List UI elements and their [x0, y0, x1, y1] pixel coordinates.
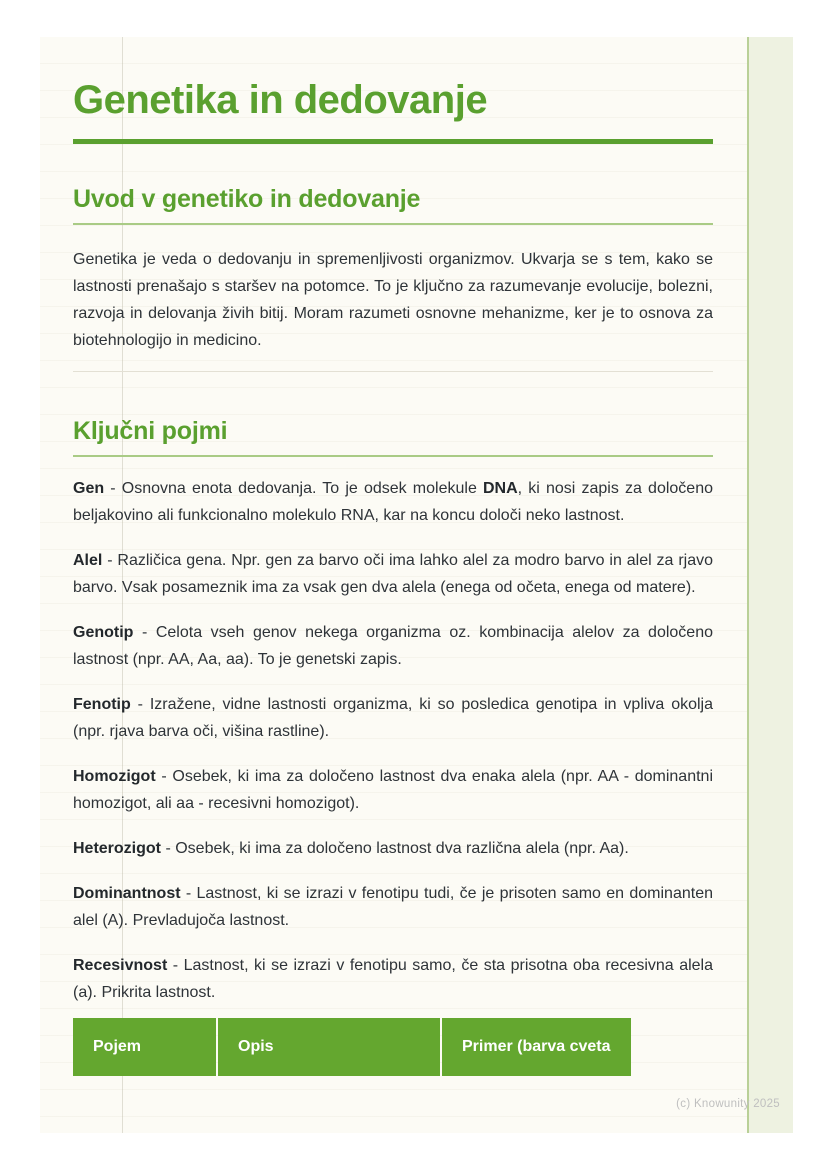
section-heading-underline: [73, 455, 713, 457]
page-content: [73, 37, 713, 1076]
section-heading-underline: [73, 223, 713, 225]
definition-homozigot: Homozigot - Osebek, ki ima za določeno lastnost dva enaka alela (npr. AA - dominantni homozigot, ali aa - recesivni homozigot).: [73, 768, 713, 812]
definition-dominantnost: Dominantnost - Lastnost, ki se izrazi v fenotipu tudi, če je prisoten samo en dominanten alel (A). Prevladujoča lastnost.: [73, 885, 713, 929]
definition-fenotip: Fenotip - Izražene, vidne lastnosti organizma, ki so posledica genotipa in vpliva okolja (npr. rjava barva oči, višina rastline).: [73, 696, 713, 740]
definitions-list: [73, 475, 713, 1006]
section-heading-uvod: Uvod v genetiko in dedovanje: [73, 185, 421, 213]
definition-gen: Gen - Osnovna enota dedovanja. To je odsek molekule DNA, ki nosi zapis za določeno beljakovino ali funkcionalno molekulo RNA, kar na koncu določi neko lastnost.: [73, 480, 713, 524]
table-header-primer: Primer (barva cveta: [442, 1018, 631, 1076]
table-header-pojem: Pojem: [73, 1018, 216, 1076]
title-underline: [73, 139, 713, 144]
page-title: Genetika in dedovanje: [73, 78, 488, 122]
section-divider: [73, 371, 713, 372]
note-page: [40, 37, 793, 1133]
intro-paragraph: Genetika je veda o dedovanju in spremenljivosti organizmov. Ukvarja se s tem, kako se lastnosti prenašajo s staršev na potomce. To je ključno za razumevanje evolucije, bolezni, razvoja in delovanja živih bitij. Moram razumeti osnovne mehanizme, ker je to osnova za biotehnologijo in medicino.: [73, 251, 713, 349]
table-header-opis: Opis: [218, 1018, 440, 1076]
definition-recesivnost: Recesivnost - Lastnost, ki se izrazi v fenotipu samo, če sta prisotna oba recesivna alela (a). Prikrita lastnost.: [73, 957, 713, 1001]
definition-alel: Alel - Različica gena. Npr. gen za barvo oči ima lahko alel za modro barvo in alel za rjavo barvo. Vsak posameznik ima za vsak gen dva alela (enega od očeta, enega od matere).: [73, 552, 713, 596]
key-terms-table: [73, 1018, 631, 1076]
definition-heterozigot: Heterozigot - Osebek, ki ima za določeno lastnost dva različna alela (npr. Aa).: [73, 840, 629, 857]
section-heading-kljucni-pojmi: Ključni pojmi: [73, 417, 228, 445]
page-edge-stripe: [747, 37, 793, 1133]
definition-genotip: Genotip - Celota vseh genov nekega organizma oz. kombinacija alelov za določeno lastnost (npr. AA, Aa, aa). To je genetski zapis.: [73, 624, 713, 668]
knowunity-watermark: (c) Knowunity 2025: [676, 1098, 780, 1110]
